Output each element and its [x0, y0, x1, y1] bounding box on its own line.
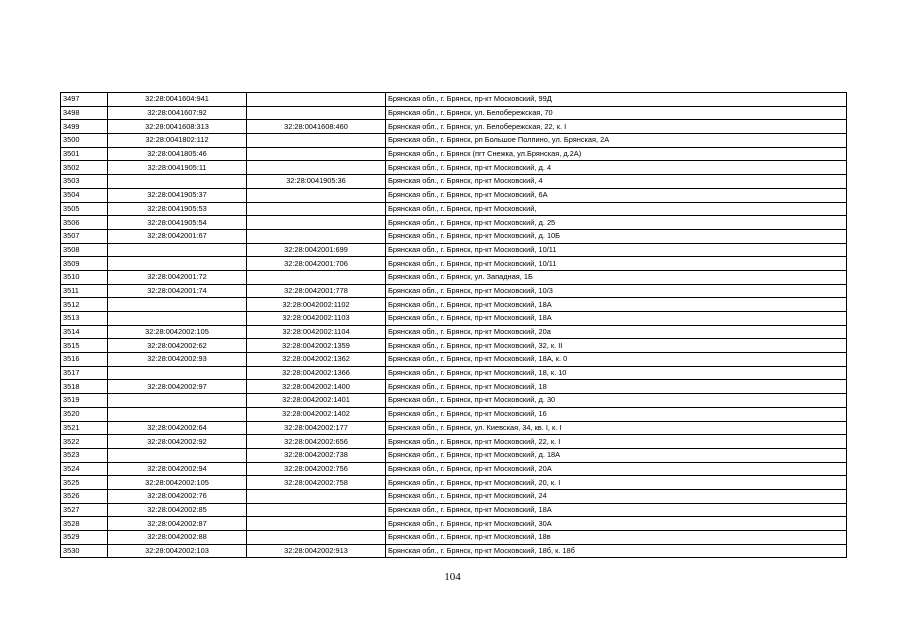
table-row: [61, 517, 847, 531]
cadastral-number-cell: [108, 312, 247, 326]
linked-cadastral-number-cell: 32:28:0042002:1103: [247, 312, 386, 326]
row-number-cell: 3527: [61, 503, 108, 517]
address-cell: Брянская обл., г. Брянск, пр-кт Московский, 10/11: [386, 243, 847, 257]
linked-cadastral-number-cell: 32:28:0042002:756: [247, 462, 386, 476]
row-number-cell: 3513: [61, 312, 108, 326]
address-cell: Брянская обл., г. Брянск, пр-кт Московский, 18в: [386, 531, 847, 545]
table-row: [61, 531, 847, 545]
row-number-cell: 3524: [61, 462, 108, 476]
cadastral-number-cell: 32:28:0041905:53: [108, 202, 247, 216]
table-row: [61, 462, 847, 476]
row-number-cell: 3528: [61, 517, 108, 531]
table-row: [61, 202, 847, 216]
address-cell: Брянская обл., г. Брянск, пр-кт Московский, 30А: [386, 517, 847, 531]
address-cell: Брянская обл., г. Брянск, пр-кт Московский, 24: [386, 489, 847, 503]
linked-cadastral-number-cell: [247, 188, 386, 202]
address-cell: Брянская обл., г. Брянск, пр-кт Московский,: [386, 202, 847, 216]
row-number-cell: 3508: [61, 243, 108, 257]
address-cell: Брянская обл., г. Брянск, пр-кт Московский, 16: [386, 407, 847, 421]
row-number-cell: 3515: [61, 339, 108, 353]
row-number-cell: 3525: [61, 476, 108, 490]
cadastral-number-cell: 32:28:0041604:941: [108, 93, 247, 107]
table-row: [61, 394, 847, 408]
cadastral-number-cell: [108, 175, 247, 189]
cadastral-number-cell: 32:28:0042002:76: [108, 489, 247, 503]
address-cell: Брянская обл., г. Брянск, пр-кт Московский, д. 30: [386, 394, 847, 408]
cadastral-number-cell: [108, 407, 247, 421]
table-row: [61, 489, 847, 503]
cadastral-number-cell: 32:28:0042002:64: [108, 421, 247, 435]
row-number-cell: 3506: [61, 216, 108, 230]
cadastral-number-cell: 32:28:0041905:54: [108, 216, 247, 230]
address-cell: Брянская обл., г. Брянск, пр-кт Московский, 10/3: [386, 284, 847, 298]
linked-cadastral-number-cell: 32:28:0041608:460: [247, 120, 386, 134]
registry-table-body: [61, 93, 847, 558]
table-row: [61, 147, 847, 161]
table-row: [61, 134, 847, 148]
address-cell: Брянская обл., г. Брянск, пр-кт Московский, 18б, к. 18б: [386, 544, 847, 558]
row-number-cell: 3510: [61, 270, 108, 284]
cadastral-number-cell: 32:28:0041607:92: [108, 106, 247, 120]
cadastral-number-cell: 32:28:0042002:105: [108, 325, 247, 339]
table-row: [61, 503, 847, 517]
linked-cadastral-number-cell: [247, 503, 386, 517]
table-row: [61, 188, 847, 202]
linked-cadastral-number-cell: [247, 531, 386, 545]
linked-cadastral-number-cell: 32:28:0042002:1366: [247, 366, 386, 380]
address-cell: Брянская обл., г. Брянск, пр-кт Московский, 6А: [386, 188, 847, 202]
cadastral-number-cell: 32:28:0042001:74: [108, 284, 247, 298]
row-number-cell: 3519: [61, 394, 108, 408]
table-row: [61, 421, 847, 435]
cadastral-number-cell: 32:28:0041608:313: [108, 120, 247, 134]
linked-cadastral-number-cell: [247, 93, 386, 107]
cadastral-number-cell: 32:28:0041802:112: [108, 134, 247, 148]
address-cell: Брянская обл., г. Брянск, пр-кт Московский, 18А, к. 0: [386, 353, 847, 367]
address-cell: Брянская обл., г. Брянск, пр-кт Московский, 22, к. І: [386, 435, 847, 449]
cadastral-number-cell: 32:28:0042002:103: [108, 544, 247, 558]
table-row: [61, 435, 847, 449]
linked-cadastral-number-cell: 32:28:0042002:738: [247, 448, 386, 462]
cadastral-number-cell: 32:28:0041905:37: [108, 188, 247, 202]
linked-cadastral-number-cell: 32:28:0042002:656: [247, 435, 386, 449]
table-row: [61, 120, 847, 134]
row-number-cell: 3511: [61, 284, 108, 298]
table-row: [61, 284, 847, 298]
row-number-cell: 3501: [61, 147, 108, 161]
row-number-cell: 3497: [61, 93, 108, 107]
row-number-cell: 3500: [61, 134, 108, 148]
linked-cadastral-number-cell: [247, 134, 386, 148]
row-number-cell: 3530: [61, 544, 108, 558]
row-number-cell: 3517: [61, 366, 108, 380]
row-number-cell: 3507: [61, 229, 108, 243]
linked-cadastral-number-cell: [247, 161, 386, 175]
cadastral-number-cell: 32:28:0042002:97: [108, 380, 247, 394]
row-number-cell: 3523: [61, 448, 108, 462]
cadastral-number-cell: 32:28:0042001:72: [108, 270, 247, 284]
table-row: [61, 312, 847, 326]
table-row: [61, 353, 847, 367]
cadastral-number-cell: 32:28:0042002:94: [108, 462, 247, 476]
address-cell: Брянская обл., г. Брянск, пр-кт Московский, 4: [386, 175, 847, 189]
address-cell: Брянская обл., г. Брянск, пр-кт Московский, 99Д: [386, 93, 847, 107]
linked-cadastral-number-cell: 32:28:0042001:706: [247, 257, 386, 271]
table-row: [61, 366, 847, 380]
cadastral-number-cell: 32:28:0042002:105: [108, 476, 247, 490]
row-number-cell: 3529: [61, 531, 108, 545]
linked-cadastral-number-cell: [247, 517, 386, 531]
cadastral-number-cell: 32:28:0042002:93: [108, 353, 247, 367]
cadastral-number-cell: 32:28:0042002:85: [108, 503, 247, 517]
cadastral-number-cell: 32:28:0041905:11: [108, 161, 247, 175]
linked-cadastral-number-cell: [247, 147, 386, 161]
registry-table: [60, 92, 847, 558]
row-number-cell: 3499: [61, 120, 108, 134]
row-number-cell: 3518: [61, 380, 108, 394]
linked-cadastral-number-cell: 32:28:0042002:177: [247, 421, 386, 435]
table-row: [61, 270, 847, 284]
linked-cadastral-number-cell: [247, 202, 386, 216]
address-cell: Брянская обл., г. Брянск, ул. Киевская, 34, кв. І, к. І: [386, 421, 847, 435]
table-row: [61, 257, 847, 271]
table-row: [61, 325, 847, 339]
row-number-cell: 3502: [61, 161, 108, 175]
address-cell: Брянская обл., г. Брянск, пр-кт Московский, 18, к. 10: [386, 366, 847, 380]
address-cell: Брянская обл., г. Брянск, пр-кт Московский, 18А: [386, 503, 847, 517]
cadastral-number-cell: 32:28:0042002:87: [108, 517, 247, 531]
table-row: [61, 175, 847, 189]
linked-cadastral-number-cell: 32:28:0042002:913: [247, 544, 386, 558]
row-number-cell: 3516: [61, 353, 108, 367]
linked-cadastral-number-cell: 32:28:0042002:1402: [247, 407, 386, 421]
address-cell: Брянская обл., г. Брянск, пр-кт Московский, 10/11: [386, 257, 847, 271]
address-cell: Брянская обл., г. Брянск, пр-кт Московский, 18: [386, 380, 847, 394]
table-row: [61, 544, 847, 558]
linked-cadastral-number-cell: [247, 489, 386, 503]
table-row: [61, 476, 847, 490]
address-cell: Брянская обл., г. Брянск, ул. Белобережская, 70: [386, 106, 847, 120]
linked-cadastral-number-cell: 32:28:0042002:1104: [247, 325, 386, 339]
address-cell: Брянская обл., г. Брянск, пр-кт Московский, 20, к. І: [386, 476, 847, 490]
cadastral-number-cell: [108, 257, 247, 271]
table-row: [61, 161, 847, 175]
linked-cadastral-number-cell: 32:28:0042001:778: [247, 284, 386, 298]
linked-cadastral-number-cell: 32:28:0042002:1401: [247, 394, 386, 408]
cadastral-number-cell: [108, 243, 247, 257]
row-number-cell: 3521: [61, 421, 108, 435]
cadastral-number-cell: 32:28:0042002:62: [108, 339, 247, 353]
address-cell: Брянская обл., г. Брянск, пр-кт Московский, д. 4: [386, 161, 847, 175]
cadastral-number-cell: 32:28:0042001:67: [108, 229, 247, 243]
linked-cadastral-number-cell: 32:28:0042002:758: [247, 476, 386, 490]
address-cell: Брянская обл., г. Брянск, пр-кт Московский, д. 25: [386, 216, 847, 230]
linked-cadastral-number-cell: 32:28:0041905:36: [247, 175, 386, 189]
cadastral-number-cell: [108, 298, 247, 312]
row-number-cell: 3505: [61, 202, 108, 216]
linked-cadastral-number-cell: [247, 270, 386, 284]
row-number-cell: 3498: [61, 106, 108, 120]
linked-cadastral-number-cell: 32:28:0042002:1102: [247, 298, 386, 312]
linked-cadastral-number-cell: 32:28:0042002:1359: [247, 339, 386, 353]
cadastral-number-cell: 32:28:0041805:46: [108, 147, 247, 161]
table-row: [61, 448, 847, 462]
address-cell: Брянская обл., г. Брянск, пр-кт Московский, 18А: [386, 298, 847, 312]
address-cell: Брянская обл., г. Брянск, пр-кт Московский, д. 10Б: [386, 229, 847, 243]
table-row: [61, 93, 847, 107]
cadastral-number-cell: [108, 448, 247, 462]
linked-cadastral-number-cell: [247, 106, 386, 120]
address-cell: Брянская обл., г. Брянск, ул. Белобережская, 22, к. І: [386, 120, 847, 134]
table-row: [61, 106, 847, 120]
row-number-cell: 3526: [61, 489, 108, 503]
table-row: [61, 216, 847, 230]
address-cell: Брянская обл., г. Брянск, пр-кт Московский, 20а: [386, 325, 847, 339]
row-number-cell: 3512: [61, 298, 108, 312]
table-row: [61, 380, 847, 394]
linked-cadastral-number-cell: 32:28:0042002:1362: [247, 353, 386, 367]
table-row: [61, 407, 847, 421]
address-cell: Брянская обл., г. Брянск (пгт Снежка, ул.Брянская, д.2А): [386, 147, 847, 161]
row-number-cell: 3520: [61, 407, 108, 421]
linked-cadastral-number-cell: [247, 216, 386, 230]
table-row: [61, 298, 847, 312]
cadastral-number-cell: [108, 394, 247, 408]
address-cell: Брянская обл., г. Брянск, пр-кт Московский, 20А: [386, 462, 847, 476]
page-number: 104: [444, 571, 461, 583]
address-cell: Брянская обл., г. Брянск, пр-кт Московский, 32, к. ІІ: [386, 339, 847, 353]
linked-cadastral-number-cell: [247, 229, 386, 243]
address-cell: Брянская обл., г. Брянск, пр-кт Московский, д. 18А: [386, 448, 847, 462]
table-row: [61, 243, 847, 257]
table-row: [61, 229, 847, 243]
cadastral-number-cell: [108, 366, 247, 380]
row-number-cell: 3504: [61, 188, 108, 202]
linked-cadastral-number-cell: 32:28:0042002:1400: [247, 380, 386, 394]
row-number-cell: 3509: [61, 257, 108, 271]
row-number-cell: 3514: [61, 325, 108, 339]
address-cell: Брянская обл., г. Брянск, пр-кт Московский, 18А: [386, 312, 847, 326]
cadastral-number-cell: 32:28:0042002:88: [108, 531, 247, 545]
linked-cadastral-number-cell: 32:28:0042001:699: [247, 243, 386, 257]
table-row: [61, 339, 847, 353]
cadastral-number-cell: 32:28:0042002:92: [108, 435, 247, 449]
address-cell: Брянская обл., г. Брянск, рп Большое Полпино, ул. Брянская, 2А: [386, 134, 847, 148]
address-cell: Брянская обл., г. Брянск, ул. Западная, 1Б: [386, 270, 847, 284]
row-number-cell: 3503: [61, 175, 108, 189]
row-number-cell: 3522: [61, 435, 108, 449]
